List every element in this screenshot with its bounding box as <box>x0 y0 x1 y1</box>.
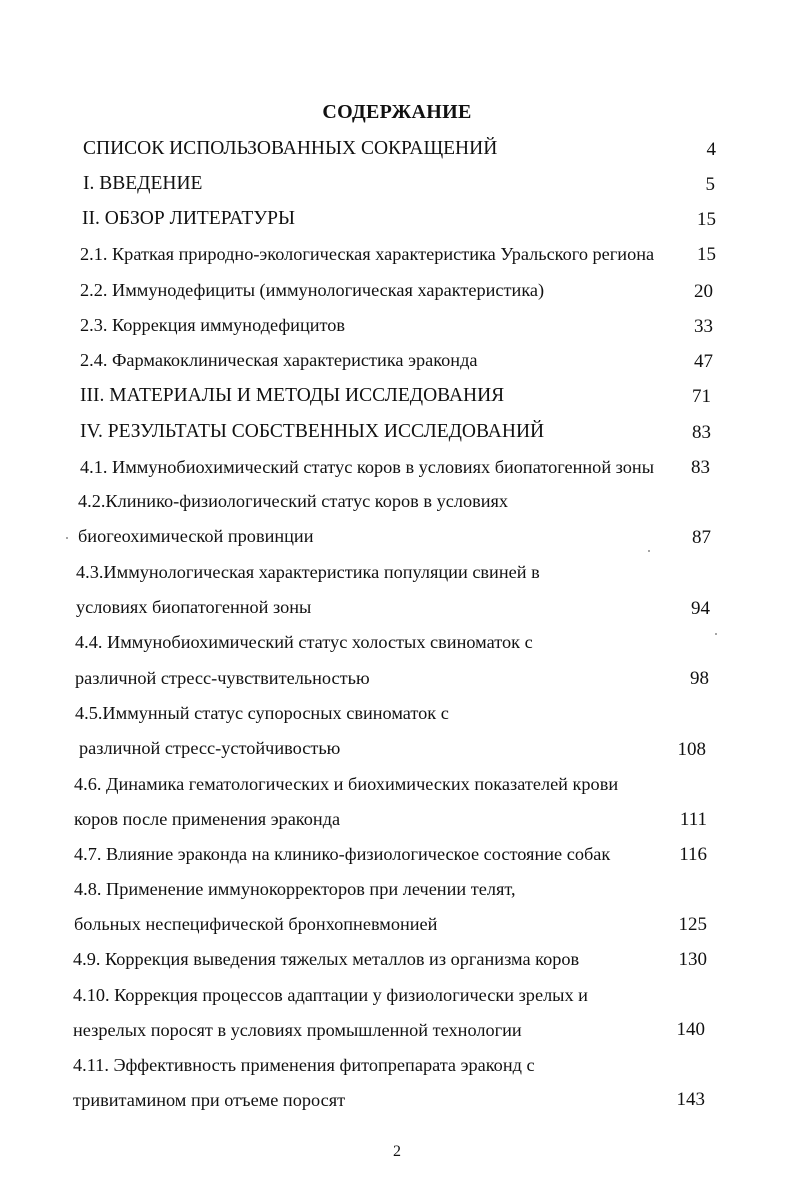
toc-entry-text: различной стресс-устойчивостью <box>79 738 341 758</box>
toc-entry-page: 71 <box>692 386 711 407</box>
toc-entry-text: 4.3.Иммунологическая характеристика популяции свиней в <box>76 562 540 582</box>
toc-entry-text: 4.5.Иммунный статус супоросных свиноматок с <box>75 703 449 723</box>
toc-entry-page: 4 <box>706 139 716 160</box>
toc-entry-page: 111 <box>679 809 707 830</box>
toc-entry-text: II. ОБЗОР ЛИТЕРАТУРЫ <box>82 208 296 229</box>
toc-entry-text: 4.4. Иммунобиохимический статус холостых свиноматок с <box>75 632 533 652</box>
toc-entry-text: 2.2. Иммунодефициты (иммунологическая характеристика) <box>80 280 545 300</box>
toc-entry-page: 20 <box>694 281 713 302</box>
scan-speck <box>66 537 68 539</box>
scan-speck <box>648 550 650 552</box>
toc-entry-text: коров после применения эраконда <box>74 809 341 829</box>
toc-entry-text: 4.2.Клинико-физиологический статус коров в условиях <box>78 491 509 511</box>
toc-entry-text: 4.6. Динамика гематологических и биохимических показателей крови <box>74 774 619 794</box>
toc-entry-text: I. ВВЕДЕНИЕ <box>83 173 203 194</box>
toc-entry-page: 116 <box>679 844 707 865</box>
toc-entry-page: 83 <box>691 457 710 478</box>
toc-entry-text: различной стресс-чувствительностью <box>75 668 370 688</box>
toc-entry-page: 140 <box>676 1019 705 1040</box>
toc-entry-text: 2.1. Краткая природно-экологическая характеристика Уральского региона <box>80 244 655 264</box>
toc-entry-page: 108 <box>677 739 706 760</box>
toc-entry-text: тривитамином при отъеме поросят <box>73 1090 346 1110</box>
toc-entry-text: условиях биопатогенной зоны <box>76 597 312 617</box>
toc-entry-text: СПИСОК ИСПОЛЬЗОВАННЫХ СОКРАЩЕНИЙ <box>83 138 498 159</box>
toc-entry-text: 4.11. Эффективность применения фитопрепарата эраконд с <box>73 1055 535 1075</box>
toc-entry-page: 98 <box>690 668 709 689</box>
page-title: СОДЕРЖАНИЕ <box>322 101 472 123</box>
toc-entry-text: незрелых поросят в условиях промышленной технологии <box>73 1020 522 1040</box>
page-number: 2 <box>393 1143 401 1160</box>
toc-entry-page: 87 <box>692 527 711 548</box>
toc-entry-text: III. МАТЕРИАЛЫ И МЕТОДЫ ИССЛЕДОВАНИЯ <box>80 385 505 406</box>
toc-entry-page: 15 <box>697 209 716 230</box>
toc-entry-text: 4.10. Коррекция процессов адаптации у физиологически зрелых и <box>73 985 588 1005</box>
toc-entry-text: биогеохимической провинции <box>78 526 314 546</box>
toc-entry-text: 4.9. Коррекция выведения тяжелых металлов из организма коров <box>73 949 580 969</box>
toc-entry-text: 4.1. Иммунобиохимический статус коров в условиях биопатогенной зоны <box>80 457 655 477</box>
scan-speck <box>715 633 717 635</box>
toc-entry-page: 5 <box>705 174 715 195</box>
toc-entry-page: 33 <box>694 316 713 337</box>
toc-entry-page: 94 <box>691 598 710 619</box>
toc-entry-page: 125 <box>678 914 707 935</box>
toc-entry-text: IV. РЕЗУЛЬТАТЫ СОБСТВЕННЫХ ИССЛЕДОВАНИЙ <box>80 421 545 442</box>
toc-entry-page: 143 <box>676 1089 705 1110</box>
toc-entry-text: 4.7. Влияние эраконда на клинико-физиологическое состояние собак <box>74 844 611 864</box>
toc-entry-page: 47 <box>694 351 713 372</box>
toc-entry-page: 15 <box>697 244 716 265</box>
toc-entry-page: 83 <box>692 422 711 443</box>
toc-entry-text: больных неспецифической бронхопневмонией <box>74 914 438 934</box>
toc-entry-text: 2.4. Фармакоклиническая характеристика эраконда <box>80 350 478 370</box>
toc-entry-text: 4.8. Применение иммунокорректоров при лечении телят, <box>74 879 516 899</box>
toc-entry-text: 2.3. Коррекция иммунодефицитов <box>80 315 346 335</box>
toc-entry-page: 130 <box>678 949 707 970</box>
